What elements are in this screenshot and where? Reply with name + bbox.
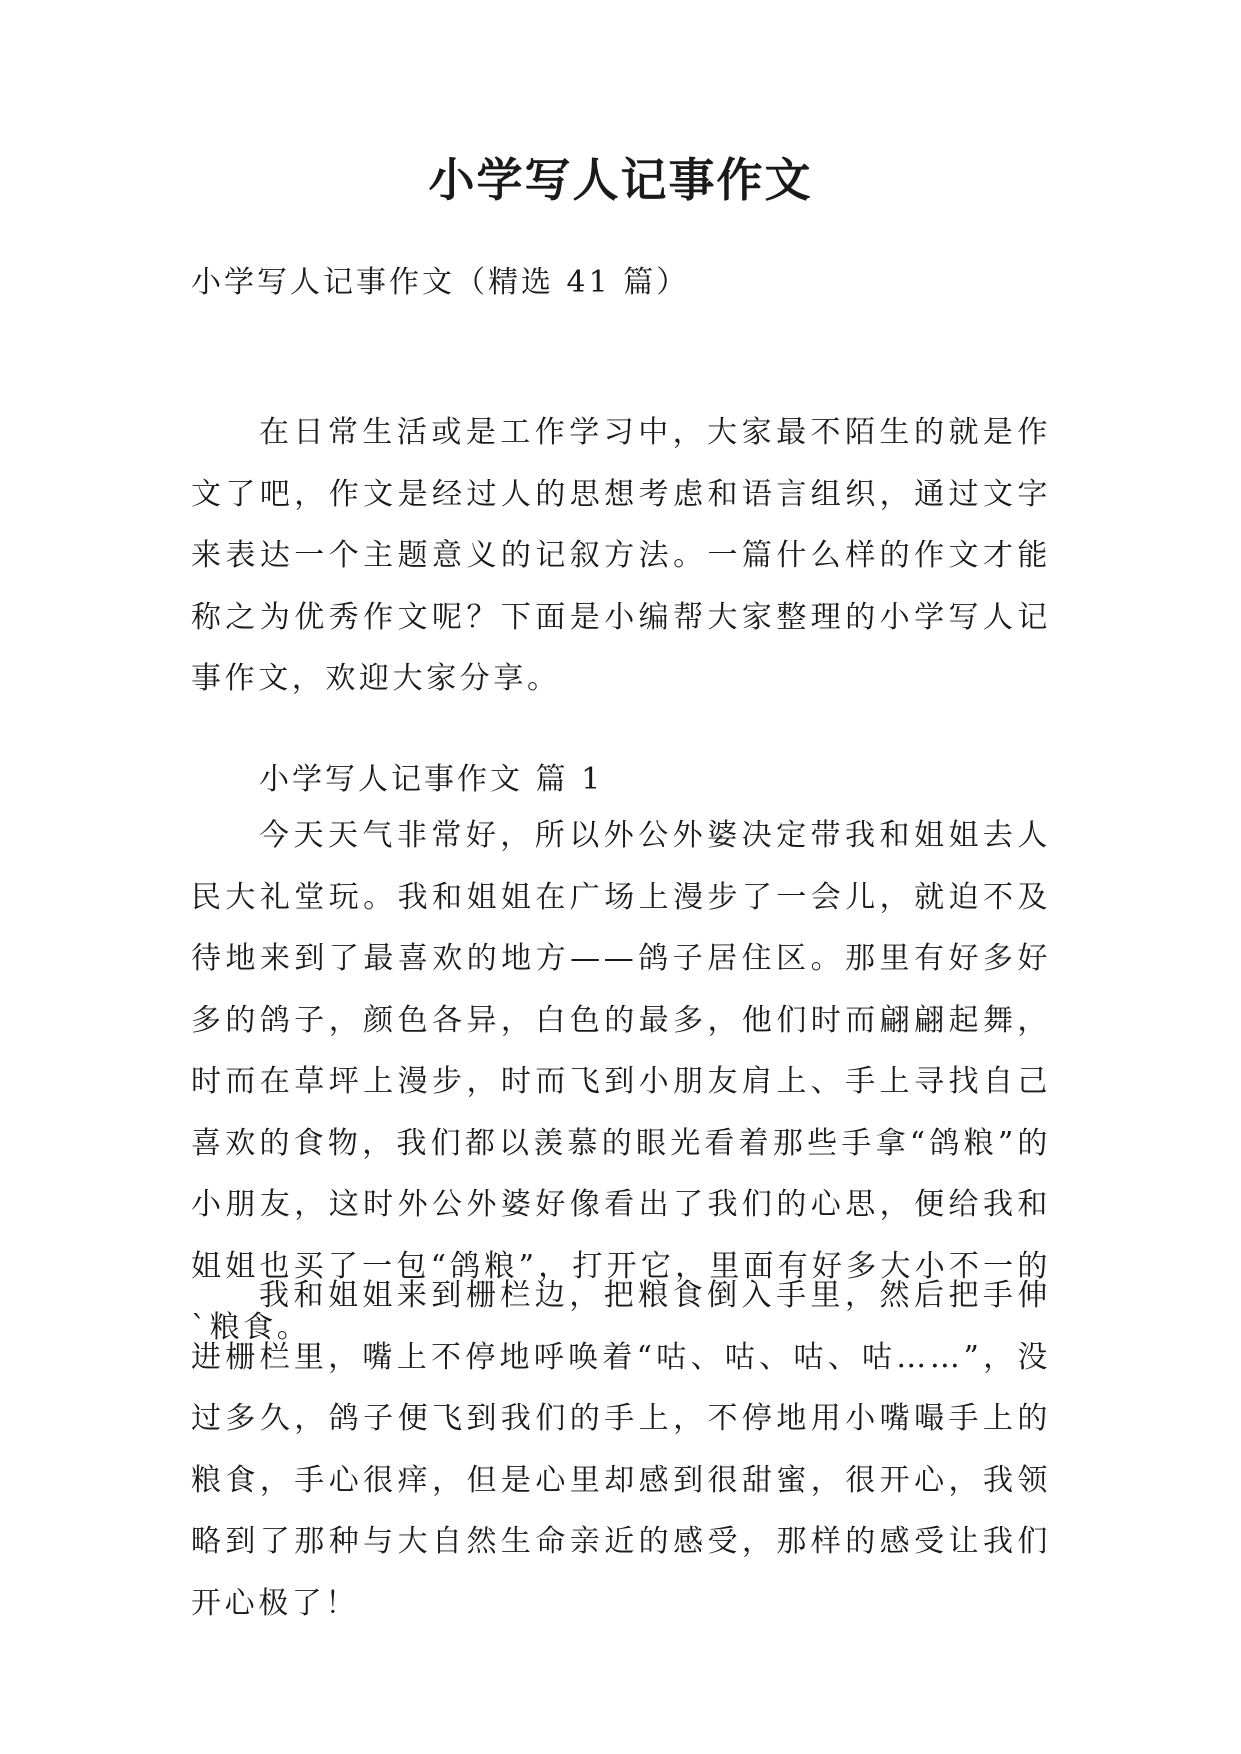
document-title: 小学写人记事作文: [428, 153, 813, 207]
section-heading: 小学写人记事作文 篇 1: [259, 762, 604, 797]
document-subtitle: 小学写人记事作文（精选 41 篇）: [191, 265, 690, 300]
intro-paragraph: 在日常生活或是工作学习中，大家最不陌生的就是作文了吧，作文是经过人的思想考虑和语言组织，通过文字来表达一个主题意义的记叙方法。一篇什么样的作文才能称之为优秀作文呢？下面是小编帮大家整理的小学写人记事作文，欢迎大家分享。: [191, 415, 1051, 696]
section-paragraph: 今天天气非常好，所以外公外婆决定带我和姐姐去人民大礼堂玩。我和姐姐在广场上漫步了一会儿，就迫不及待地来到了最喜欢的地方——鸽子居住区。那里有好多好多的鸽子，颜色各异，白色的最多，他们时而翩翩起舞，时而在草坪上漫步，时而飞到小朋友肩上、手上寻找自己喜欢的食物，我们都以羡慕的眼光看着那些手拿“鸽粮”的小朋友，这时外公外婆好像看出了我们的心思，便给我和姐姐也买了一包“鸽粮”，打开它，里面有好多大小不一的`粮食。: [191, 818, 1051, 1345]
section-paragraph: 我和姐姐来到栅栏边，把粮食倒入手里，然后把手伸进栅栏里，嘴上不停地呼唤着“咕、咕、咕、咕……”，没过多久，鸽子便飞到我们的手上，不停地用小嘴嘬手上的粮食，手心很痒，但是心里却感到很甜蜜，很开心，我领略到了那种与大自然生命亲近的感受，那样的感受让我们开心极了！: [191, 1278, 1051, 1621]
